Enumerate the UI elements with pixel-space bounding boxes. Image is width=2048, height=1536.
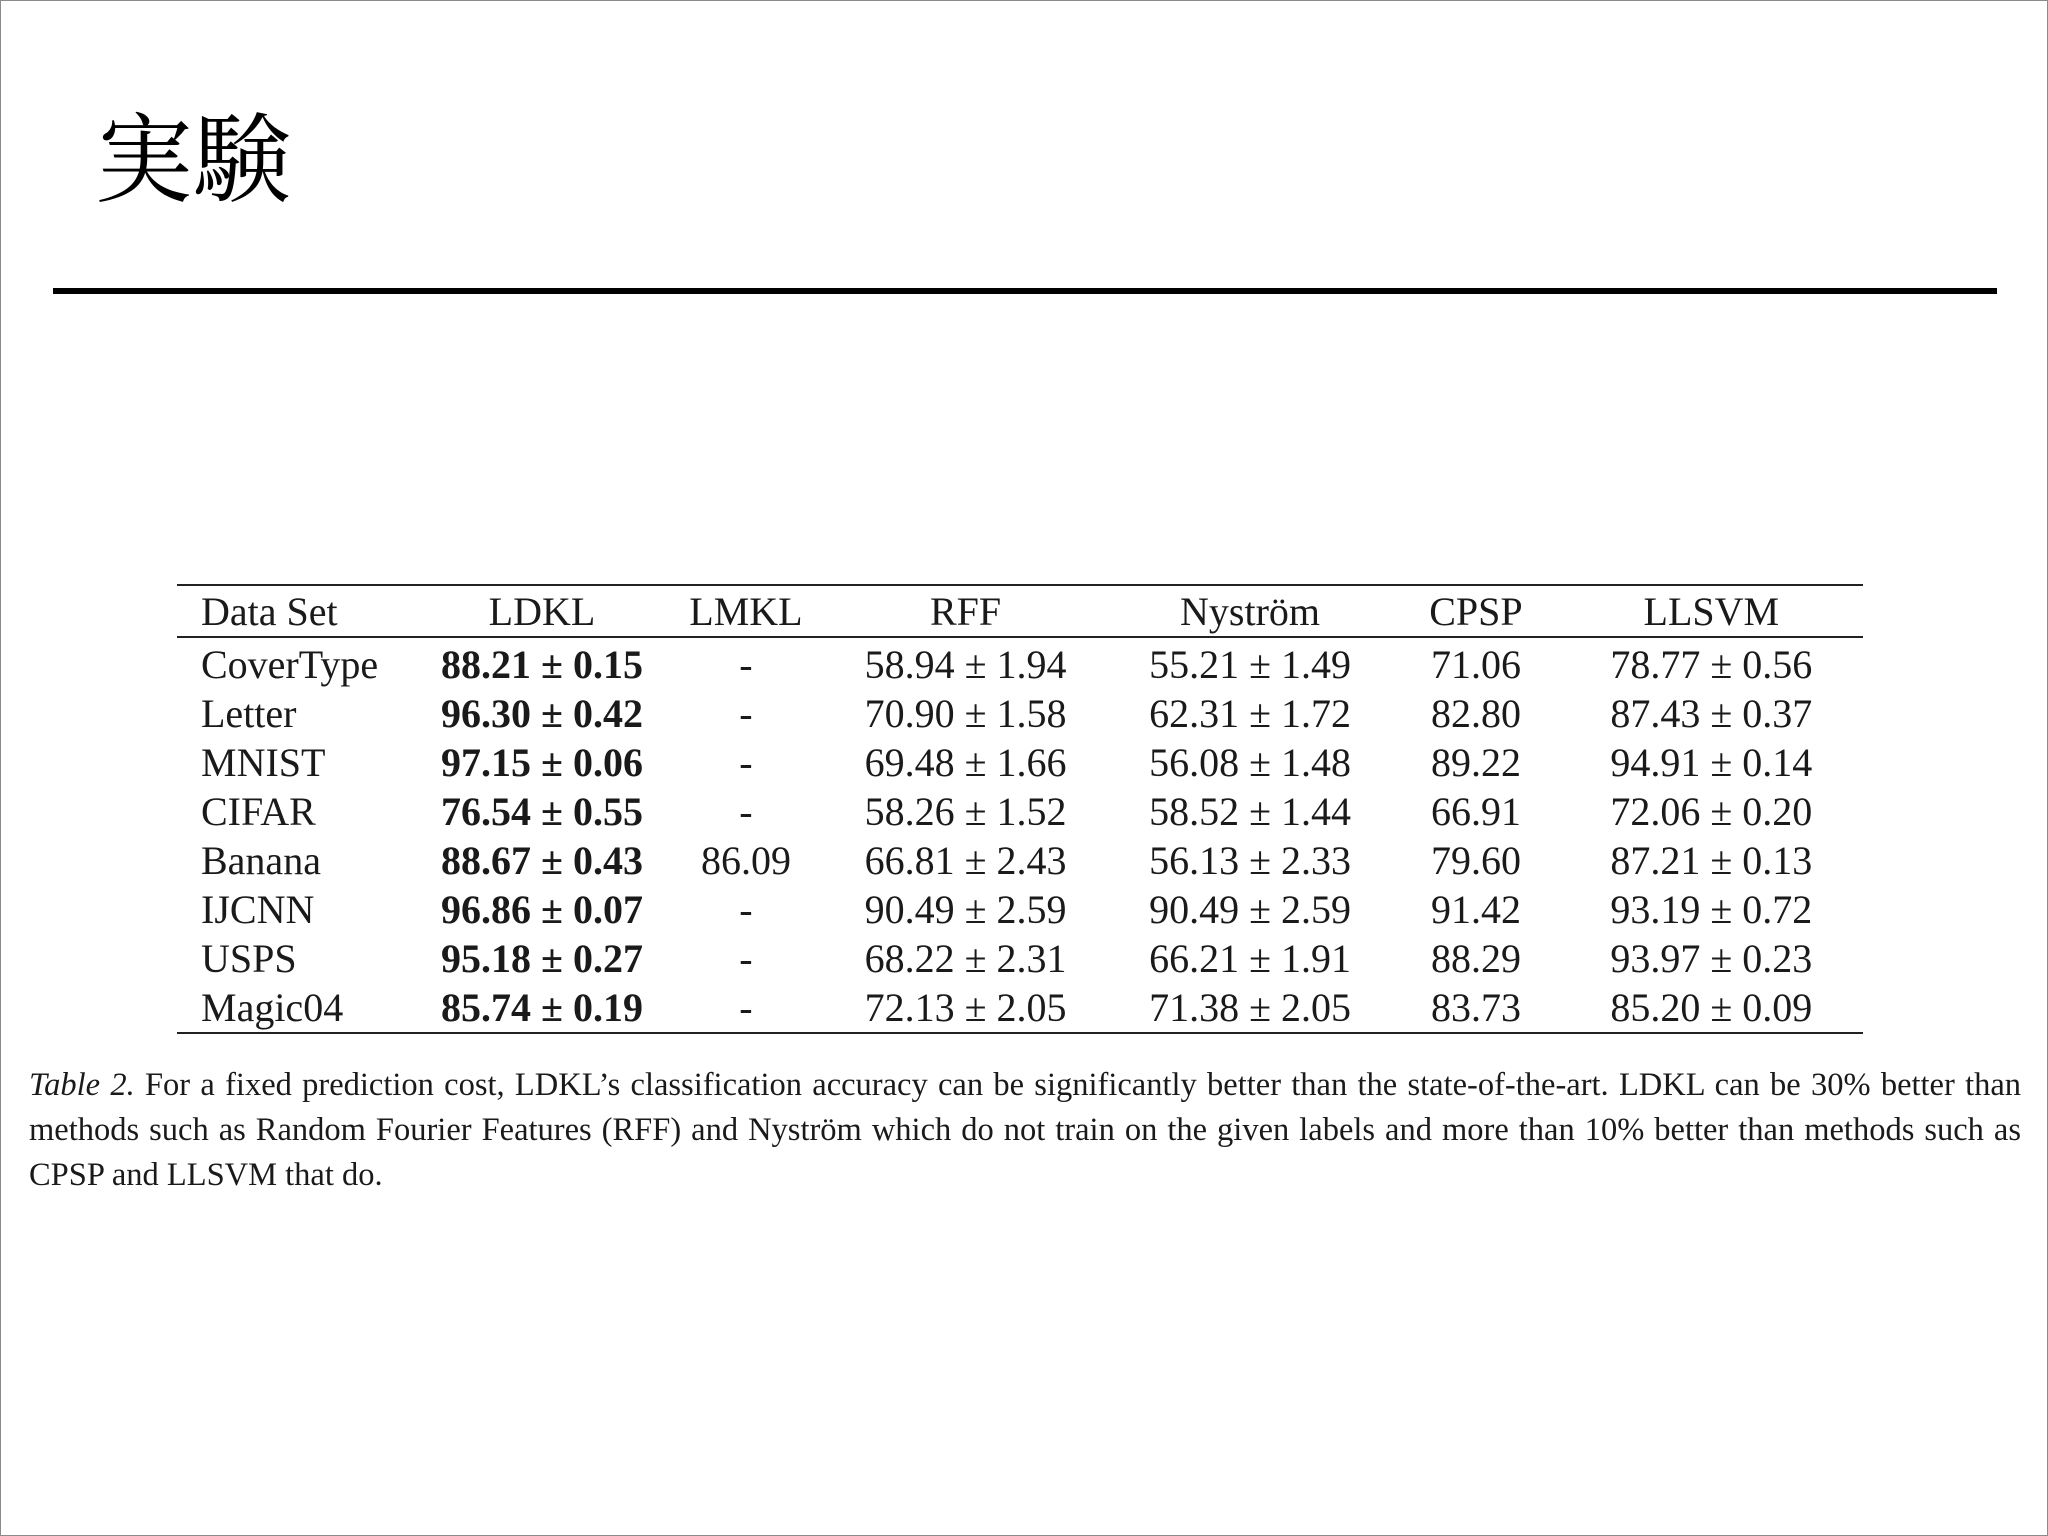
- cell-ldkl: 95.18 ± 0.27: [441, 936, 643, 981]
- cell-nystrom: 55.21 ± 1.49: [1149, 642, 1352, 687]
- header-rff: RFF: [823, 585, 1107, 637]
- header-ldkl: LDKL: [415, 585, 668, 637]
- cell-lmkl: -: [739, 887, 753, 932]
- cell-rff: 58.26 ± 1.52: [864, 789, 1067, 834]
- cell-cpsp: 79.60: [1430, 838, 1521, 883]
- cell-llsvm: 87.21 ± 0.13: [1610, 838, 1813, 883]
- cell-nystrom: 56.13 ± 2.33: [1149, 838, 1352, 883]
- cell-dataset: IJCNN: [201, 887, 315, 932]
- cell-dataset: Magic04: [177, 983, 415, 1033]
- cell-llsvm: 87.43 ± 0.37: [1610, 691, 1813, 736]
- cell-lmkl: -: [739, 936, 753, 981]
- cell-lmkl: -: [739, 789, 753, 834]
- cell-lmkl: -: [739, 740, 753, 785]
- caption-label: Table 2.: [29, 1067, 135, 1103]
- cell-cpsp: 66.91: [1430, 789, 1521, 834]
- cell-nystrom: 90.49 ± 2.59: [1149, 887, 1352, 932]
- cell-dataset: CoverType: [201, 642, 379, 687]
- cell-nystrom: 66.21 ± 1.91: [1149, 936, 1352, 981]
- title-divider: [53, 288, 1997, 294]
- cell-dataset: MNIST: [201, 740, 326, 785]
- table-row: [177, 689, 1863, 738]
- cell-cpsp: 91.42: [1430, 887, 1521, 932]
- cell-dataset: USPS: [201, 936, 297, 981]
- cell-rff: 68.22 ± 2.31: [864, 936, 1067, 981]
- cell-rff: 69.48 ± 1.66: [864, 740, 1067, 785]
- cell-ldkl: 96.30 ± 0.42: [441, 691, 643, 736]
- cell-nystrom: 58.52 ± 1.44: [1149, 789, 1352, 834]
- cell-lmkl: -: [669, 983, 824, 1033]
- cell-ldkl: 96.86 ± 0.07: [441, 887, 643, 932]
- table-row: [177, 738, 1863, 787]
- cell-rff: 58.94 ± 1.94: [864, 642, 1067, 687]
- cell-rff: 72.13 ± 2.05: [823, 983, 1107, 1033]
- cell-cpsp: 89.22: [1430, 740, 1521, 785]
- cell-cpsp: 71.06: [1430, 642, 1521, 687]
- table-row: [177, 983, 1863, 1033]
- header-llsvm: LLSVM: [1560, 585, 1863, 637]
- cell-ldkl: 76.54 ± 0.55: [441, 789, 643, 834]
- caption-text: For a fixed prediction cost, LDKL’s classification accuracy can be significantly better than the state-of-the-art. LDKL can be 30% better than methods such as Random Fourier Features (RFF) and Nyström which do not train on the given labels and more than 10% better than methods such as CPSP and LLSVM that do.: [29, 1067, 2022, 1193]
- table-row: [177, 934, 1863, 983]
- cell-llsvm: 94.91 ± 0.14: [1610, 740, 1813, 785]
- cell-ldkl: 97.15 ± 0.06: [441, 740, 643, 785]
- cell-ldkl: 85.74 ± 0.19: [415, 983, 668, 1033]
- results-table: [177, 584, 1863, 1034]
- cell-ldkl: 88.67 ± 0.43: [441, 838, 643, 883]
- cell-lmkl: 86.09: [700, 838, 791, 883]
- cell-lmkl: -: [739, 642, 753, 687]
- table-row: [177, 885, 1863, 934]
- cell-cpsp: 83.73: [1392, 983, 1559, 1033]
- header-data-set: Data Set: [177, 585, 415, 637]
- cell-llsvm: 93.97 ± 0.23: [1610, 936, 1813, 981]
- cell-dataset: CIFAR: [201, 789, 316, 834]
- slide-title: 実験: [95, 104, 292, 218]
- table-row: [177, 637, 1863, 689]
- cell-ldkl: 88.21 ± 0.15: [441, 642, 643, 687]
- cell-dataset: Banana: [201, 838, 321, 883]
- table-header: [177, 585, 1863, 637]
- cell-rff: 90.49 ± 2.59: [864, 887, 1067, 932]
- cell-cpsp: 88.29: [1430, 936, 1521, 981]
- table-row: [177, 836, 1863, 885]
- cell-dataset: Letter: [201, 691, 297, 736]
- cell-nystrom: 62.31 ± 1.72: [1149, 691, 1352, 736]
- cell-llsvm: 85.20 ± 0.09: [1560, 983, 1863, 1033]
- table-caption: [29, 1063, 2021, 1198]
- cell-llsvm: 93.19 ± 0.72: [1610, 887, 1813, 932]
- table-header-row: [177, 585, 1863, 637]
- header-nystrom: Nyström: [1108, 585, 1392, 637]
- cell-rff: 70.90 ± 1.58: [864, 691, 1067, 736]
- table-row: [177, 787, 1863, 836]
- header-lmkl: LMKL: [669, 585, 824, 637]
- header-cpsp: CPSP: [1392, 585, 1559, 637]
- table-body: [177, 637, 1863, 1033]
- cell-lmkl: -: [739, 691, 753, 736]
- cell-llsvm: 72.06 ± 0.20: [1610, 789, 1813, 834]
- cell-rff: 66.81 ± 2.43: [864, 838, 1067, 883]
- cell-llsvm: 78.77 ± 0.56: [1610, 642, 1813, 687]
- cell-cpsp: 82.80: [1430, 691, 1521, 736]
- cell-nystrom: 71.38 ± 2.05: [1108, 983, 1392, 1033]
- cell-nystrom: 56.08 ± 1.48: [1149, 740, 1352, 785]
